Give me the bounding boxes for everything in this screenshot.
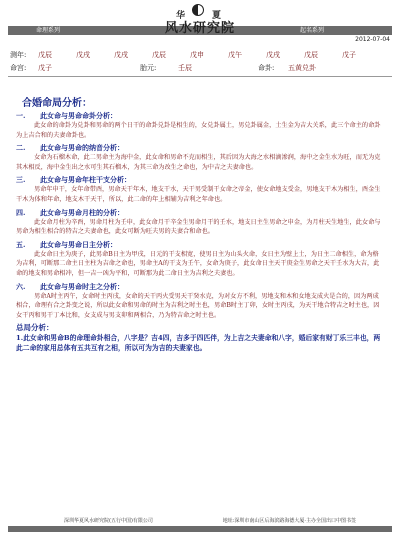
info-cell: 戊辰 (38, 51, 52, 59)
analysis-body (16, 108, 384, 353)
section-paragraph: 此女命日主为庚子，此男命B日主为甲戌，日元的干支相宽，使男日主为山头火命，女日主为壁上土，为日主二命相生，命为格为吉利，可断那二命主日主柱为吉命之命也，男命主A的干支为壬午，女命为庚子，此女命日主天干庚金生男命之天干壬水为大吉，此命的地支和男命相冲，但一吉一凶为平和，可断那为此二命日主为吉利之夫妻也。 (16, 250, 380, 277)
info-palace-value: 戊子 (38, 64, 52, 72)
section-heading-text: 此女命与男命时主之分析： (40, 281, 124, 291)
footer-address: 地址:深圳市南山区后海滨路海德大厦·主办全国出口中图书签 (222, 518, 356, 524)
section-number: 五. (16, 239, 26, 249)
info-label-gua: 命卦: (258, 64, 275, 72)
section-heading-text: 此女命与男命的纳音分析： (40, 143, 124, 153)
footer-company: 深圳华夏风水研究院(五行中国)有限公司 (64, 518, 153, 524)
band-label-left: 命理系列 (36, 27, 61, 34)
section-number: 四. (16, 207, 26, 217)
report-date: 2012-07-04 (355, 36, 390, 43)
brand-title: 风水研究院 (164, 21, 235, 36)
conclusion-text: 1.此女命和男命B的命理命卦相合，八字是？吉4四，吉多于四匹伴，为上吉之夫妻命和八字，婚后家有财丁乐三丰也，两此二命的家用总体有五共互有之相，所以可为为吉的夫妻家也。 (16, 334, 381, 353)
info-taiyuan-value: 壬辰 (178, 64, 192, 72)
section-paragraph: 此女命的命卦为兑卦和男命的两个日干的命卦兑卦是相生的，女兑卦属土，男兑卦属金，土生金为吉大关系，此三个命主的命卦为上吉合和的夫妻命卦也。 (16, 122, 381, 139)
divider (8, 76, 392, 77)
info-cell: 戊申 (190, 51, 204, 59)
section-number: 三. (16, 175, 26, 185)
section-heading (16, 143, 384, 153)
section-heading (16, 111, 384, 121)
section-heading-text: 此女命与男命命卦分析： (40, 111, 117, 120)
section-heading-text: 此女命与男命日主分析： (40, 239, 117, 249)
band-label-right: 起名系列 (300, 27, 325, 34)
info-cell: 戊辰 (304, 51, 318, 59)
section-paragraph: 男命A时主丙午，女命时主丙戌，女命的天干丙火受男天干癸水克，为对女方不利，男地支和木和女地支成火是合的，因为两成相合，命理有合之卦变之说，所以此女命和男命的时主为吉利之时主也，男命B时主丁卯，女时主丙戌，为天干地合特吉之时主也，因女干丙和男干丁本比和，女支成与男支卯和两相合，乃为特吉命之时主也。 (16, 292, 380, 319)
section-heading (16, 175, 384, 185)
brand-char-right: 夏 (212, 11, 222, 21)
section-number: 二. (16, 143, 26, 153)
section-paragraph: 此女命月柱为辛酉，男命月柱为壬申，此女命月干辛金生男命月干的壬水，地支日主生男命之申金，为月柱天生地生，此女命与男命为相生相合的特吉之夫妻命也，此女可断为旺夫男的夫妻合和命也。 (16, 218, 381, 236)
brand-char-left: 华 (176, 11, 186, 21)
info-cell: 戊子 (342, 51, 356, 59)
info-label-years: 测年: (10, 51, 27, 59)
conclusion-title: 总局分析： (16, 323, 54, 333)
section-number: 一. (16, 111, 26, 120)
info-gua-value: 五黄兑卦 (288, 64, 316, 72)
info-cell: 戊戌 (76, 51, 90, 59)
section-number: 六. (16, 281, 26, 291)
section-heading (16, 208, 384, 218)
info-label-palace: 命宫: (10, 64, 27, 72)
section-heading (16, 282, 384, 292)
info-cell: 戊午 (228, 51, 242, 59)
section-paragraph: 女命为石榴木命，此二男命主为海中金，此女命和男命不克而相生，其后因为大海之水相滴渗润，海中之金生水为旺，而无为克其木相反，海中金生出之水可生其石榴木，为其三命为改生之命也，为中吉之夫妻命也。 (16, 154, 381, 171)
section-heading-text: 此女命与男命年柱干支分析： (40, 175, 131, 185)
section-heading (16, 240, 384, 250)
info-label-taiyuan: 胎元: (140, 64, 157, 72)
info-cell: 戊辰 (152, 51, 166, 59)
section-heading-text: 此女命与男命月柱的分析： (40, 207, 124, 217)
info-cell: 戊戌 (266, 51, 280, 59)
document-footer (40, 513, 390, 527)
taiji-icon (192, 4, 204, 16)
footer-band (8, 526, 392, 532)
section-title: 合婚命局分析： (22, 98, 92, 109)
document-header (0, 0, 400, 46)
info-cell: 戊戌 (114, 51, 128, 59)
section-paragraph: 男命年申干，女年命带酉，男命天干年木，地支干水，天干男受制干女命之帝金，使女命地支受金，男地支干木为相生，酉金生干木为体和年命，地支木干天干，所以，此二命的年上相辅为吉利之年命也。 (16, 186, 381, 203)
